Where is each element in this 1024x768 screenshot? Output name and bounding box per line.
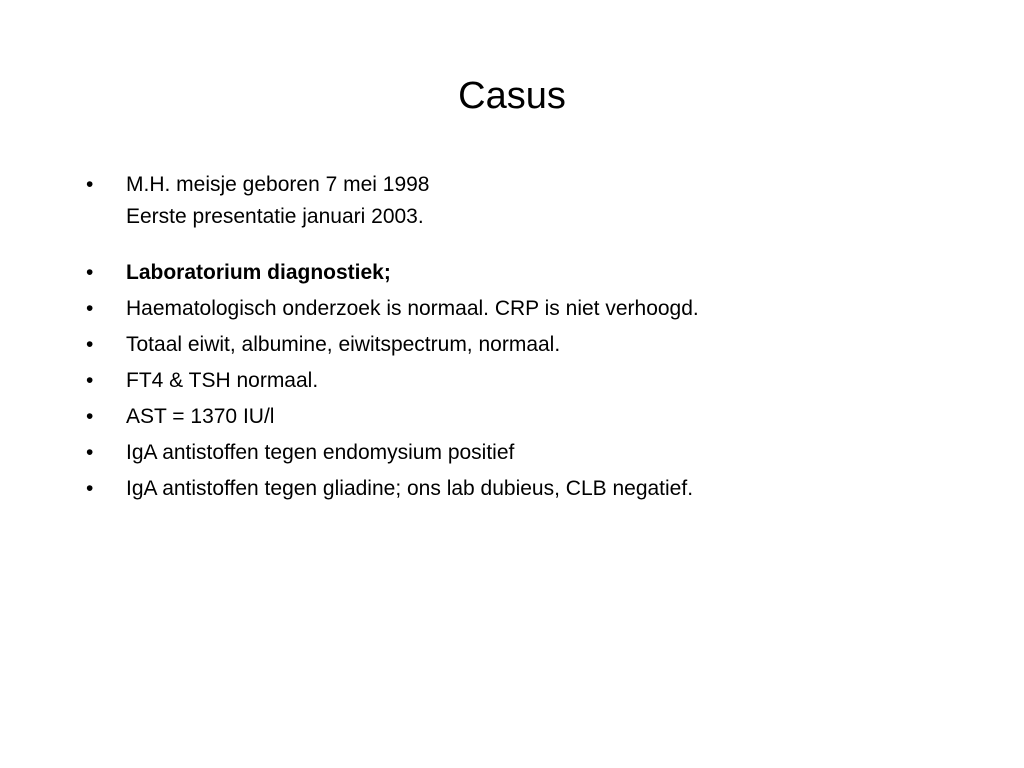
bullet-dot: • — [86, 441, 94, 464]
bullet-list — [86, 167, 966, 507]
intro-line-1: M.H. meisje geboren 7 mei 1998 — [126, 173, 430, 196]
bullet-dot: • — [86, 333, 94, 356]
bullet-heading — [86, 255, 966, 291]
intro-line-2: Eerste presentatie januari 2003. — [126, 205, 424, 228]
bullet-dot: • — [86, 369, 94, 392]
bullet-dot: • — [86, 261, 94, 284]
bullet-item — [86, 471, 966, 507]
bullet-item — [86, 399, 966, 435]
bullet-item — [86, 363, 966, 399]
bullet-dot: • — [86, 477, 94, 500]
slide-title: Casus — [458, 75, 566, 117]
bullet-text: IgA antistoffen tegen gliadine; ons lab dubieus, CLB negatief. — [126, 477, 694, 500]
bullet-dot: • — [86, 173, 94, 196]
bullet-item — [86, 435, 966, 471]
bullet-dot: • — [86, 297, 94, 320]
bullet-text: FT4 & TSH normaal. — [126, 369, 319, 392]
bullet-text: AST = 1370 IU/l — [126, 405, 275, 428]
bullet-text: Haematologisch onderzoek is normaal. CRP is niet verhoogd. — [126, 297, 699, 320]
bullet-intro — [86, 167, 966, 235]
bullet-item — [86, 291, 966, 327]
bullet-item — [86, 327, 966, 363]
lab-heading: Laboratorium diagnostiek; — [126, 261, 391, 284]
bullet-dot: • — [86, 405, 94, 428]
bullet-text: IgA antistoffen tegen endomysium positief — [126, 441, 515, 464]
bullet-text: Totaal eiwit, albumine, eiwitspectrum, normaal. — [126, 333, 561, 356]
